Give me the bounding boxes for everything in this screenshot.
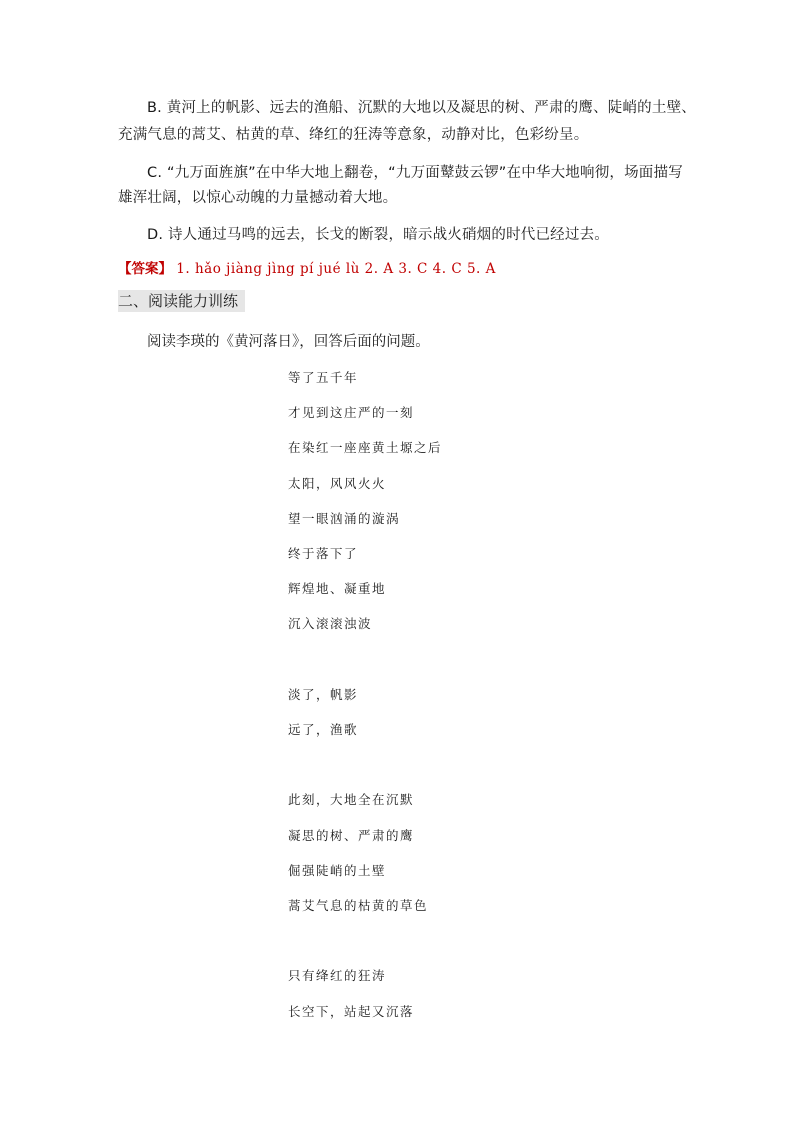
poem-line: 终于落下了 [288,546,359,561]
poem-line: 此刻，大地全在沉默 [288,792,415,808]
section-title: 二、阅读能力训练 [118,290,245,312]
poem-line: 等了五千年 [288,370,359,385]
reading-prompt: 阅读李瑛的《黄河落日》，回答后面的问题。 [147,334,430,350]
poem-line: 沉入滚滚浊波 [288,616,373,632]
poem-line: 在染红一座座黄土塬之后 [288,440,443,456]
poem-line: 才见到这庄严的一刻 [288,405,415,421]
poem-line: 太阳，风风火火 [288,475,387,491]
answer-line [118,257,496,277]
poem-line: 只有绛红的狂涛 [288,968,387,984]
poem-line: 倔强陡峭的土壁 [288,862,387,878]
option-d-line-1: D. 诗人通过马鸣的远去，长戈的断裂，暗示战火硝烟的时代已经过去。 [147,227,609,243]
answer-tag: 【答案】 [118,261,172,277]
poem-line: 远了，渔歌 [288,722,359,737]
poem-line: 望一眼汹涌的漩涡 [288,510,401,526]
option-c-line-2: 雄浑壮阔，以惊心动魄的力量撼动着大地。 [118,190,398,206]
poem-line: 淡了，帆影 [288,686,359,702]
poem-line: 辉煌地、凝重地 [288,581,387,597]
option-b-line-1: B. 黄河上的帆影、远去的渔船、沉默的大地以及凝思的树、严肃的鹰、陡峭的土壁、 [147,100,696,116]
option-c-line-1: C. “九万面旌旗”在中华大地上翻卷，“九万面鼙鼓云锣”在中华大地响彻，场面描写 [147,165,683,181]
poem-line: 长空下，站起又沉落 [288,1003,415,1019]
option-b-line-2: 充满气息的蒿艾、枯黄的草、绛红的狂涛等意象，动静对比，色彩纷呈。 [118,127,589,143]
answer-text: 1. hǎo jiàng jìng pí jué lù 2. A 3. C 4. C 5. A [176,261,496,277]
poem-line: 凝思的树、严肃的鹰 [288,827,415,843]
poem-line: 蒿艾气息的枯黄的草色 [288,898,429,913]
